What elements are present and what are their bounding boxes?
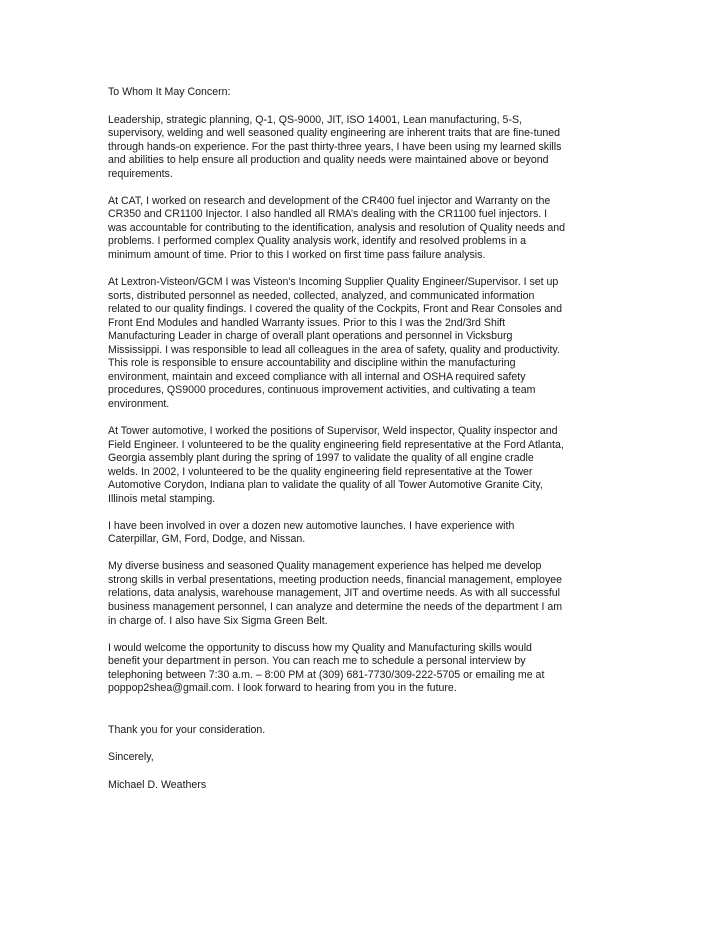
paragraph-tower-automotive-experience: At Tower automotive, I worked the positions of Supervisor, Weld inspector, Quality inspector and Field Engineer. I volunteered to be the quality engineering field representative at the Ford Atlanta, Georgia assembly plant during the spring of 1997 to validate the quality of all engine cradle welds. In 2002, I volunteered to be the quality engineering field representative at the Tower Automotive Corydon, Indiana plan to validate the quality of all Tower Automotive Granite City, Illinois metal stamping. <box>108 424 564 505</box>
paragraph-cat-experience: At CAT, I worked on research and development of the CR400 fuel injector and Warranty on the CR350 and CR1100 Injector. I also handled all RMA’s dealing with the CR1100 fuel injectors. I was accountable for contributing to the identification, analysis and resolution of Quality needs and problems. I performed complex Quality analysis work, identify and resolved problems in a minimum amount of time. Prior to this I worked on first time pass failure analysis. <box>108 194 565 261</box>
signature-name: Michael D. Weathers <box>108 778 207 791</box>
paragraph-lextron-visteon-experience: At Lextron-Visteon/GCM I was Visteon's Incoming Supplier Quality Engineer/Supervisor. I set up sorts, distributed personnel as needed, collected, analyzed, and communicated information related to our quality findings. I covered the quality of the Cockpits, Front and Rear Consoles and Front End Modules and handled Warranty issues. Prior to this I was the 2nd/3rd Shift Manufacturing Leader in charge of overall plant operations and personnel in Vicksburg Mississippi. I was responsible to lead all colleagues in the area of safety, quality and productivity. This role is responsible to ensure accountability and discipline within the manufacturing environment, maintain and exceed compliance with all internal and OSHA required safety procedures, QS9000 procedures, continuous improvement activities, and cultivating a team environment. <box>108 276 563 410</box>
paragraph-contact-info: I would welcome the opportunity to discuss how my Quality and Manufacturing skills would benefit your department in person. You can reach me to schedule a personal interview by telephoning between 7:30 a.m. – 8:00 PM at (309) 681-7730/309-222-5705 or emailing me at poppop2shea@gmail.com. I look forward to hearing from you in the future. <box>108 641 545 695</box>
paragraph-automotive-launches: I have been involved in over a dozen new automotive launches. I have experience with Caterpillar, GM, Ford, Dodge, and Nissan. <box>108 519 515 546</box>
letter-body <box>108 86 624 792</box>
salutation: To Whom It May Concern: <box>108 86 231 98</box>
signoff: Sincerely, <box>108 751 154 764</box>
paragraph-business-experience: My diverse business and seasoned Quality management experience has helped me develop strong skills in verbal presentations, meeting production needs, financial management, employee relations, data analysis, warehouse management, JIT and overtime needs. As with all successful business management personnel, I can analyze and determine the needs of the department I am in charge of. I also have Six Sigma Green Belt. <box>108 560 563 627</box>
paragraph-skills-summary: Leadership, strategic planning, Q-1, QS-9000, JIT, ISO 14001, Lean manufacturing, 5-S, supervisory, welding and well seasoned quality engineering are inherent traits that are fine-tuned through hands-on experience. For the past thirty-three years, I have been using my learned skills and abilities to help ensure all production and quality needs were maintained above or beyond requirements. <box>108 113 562 180</box>
closing-line: Thank you for your consideration. <box>108 723 266 736</box>
